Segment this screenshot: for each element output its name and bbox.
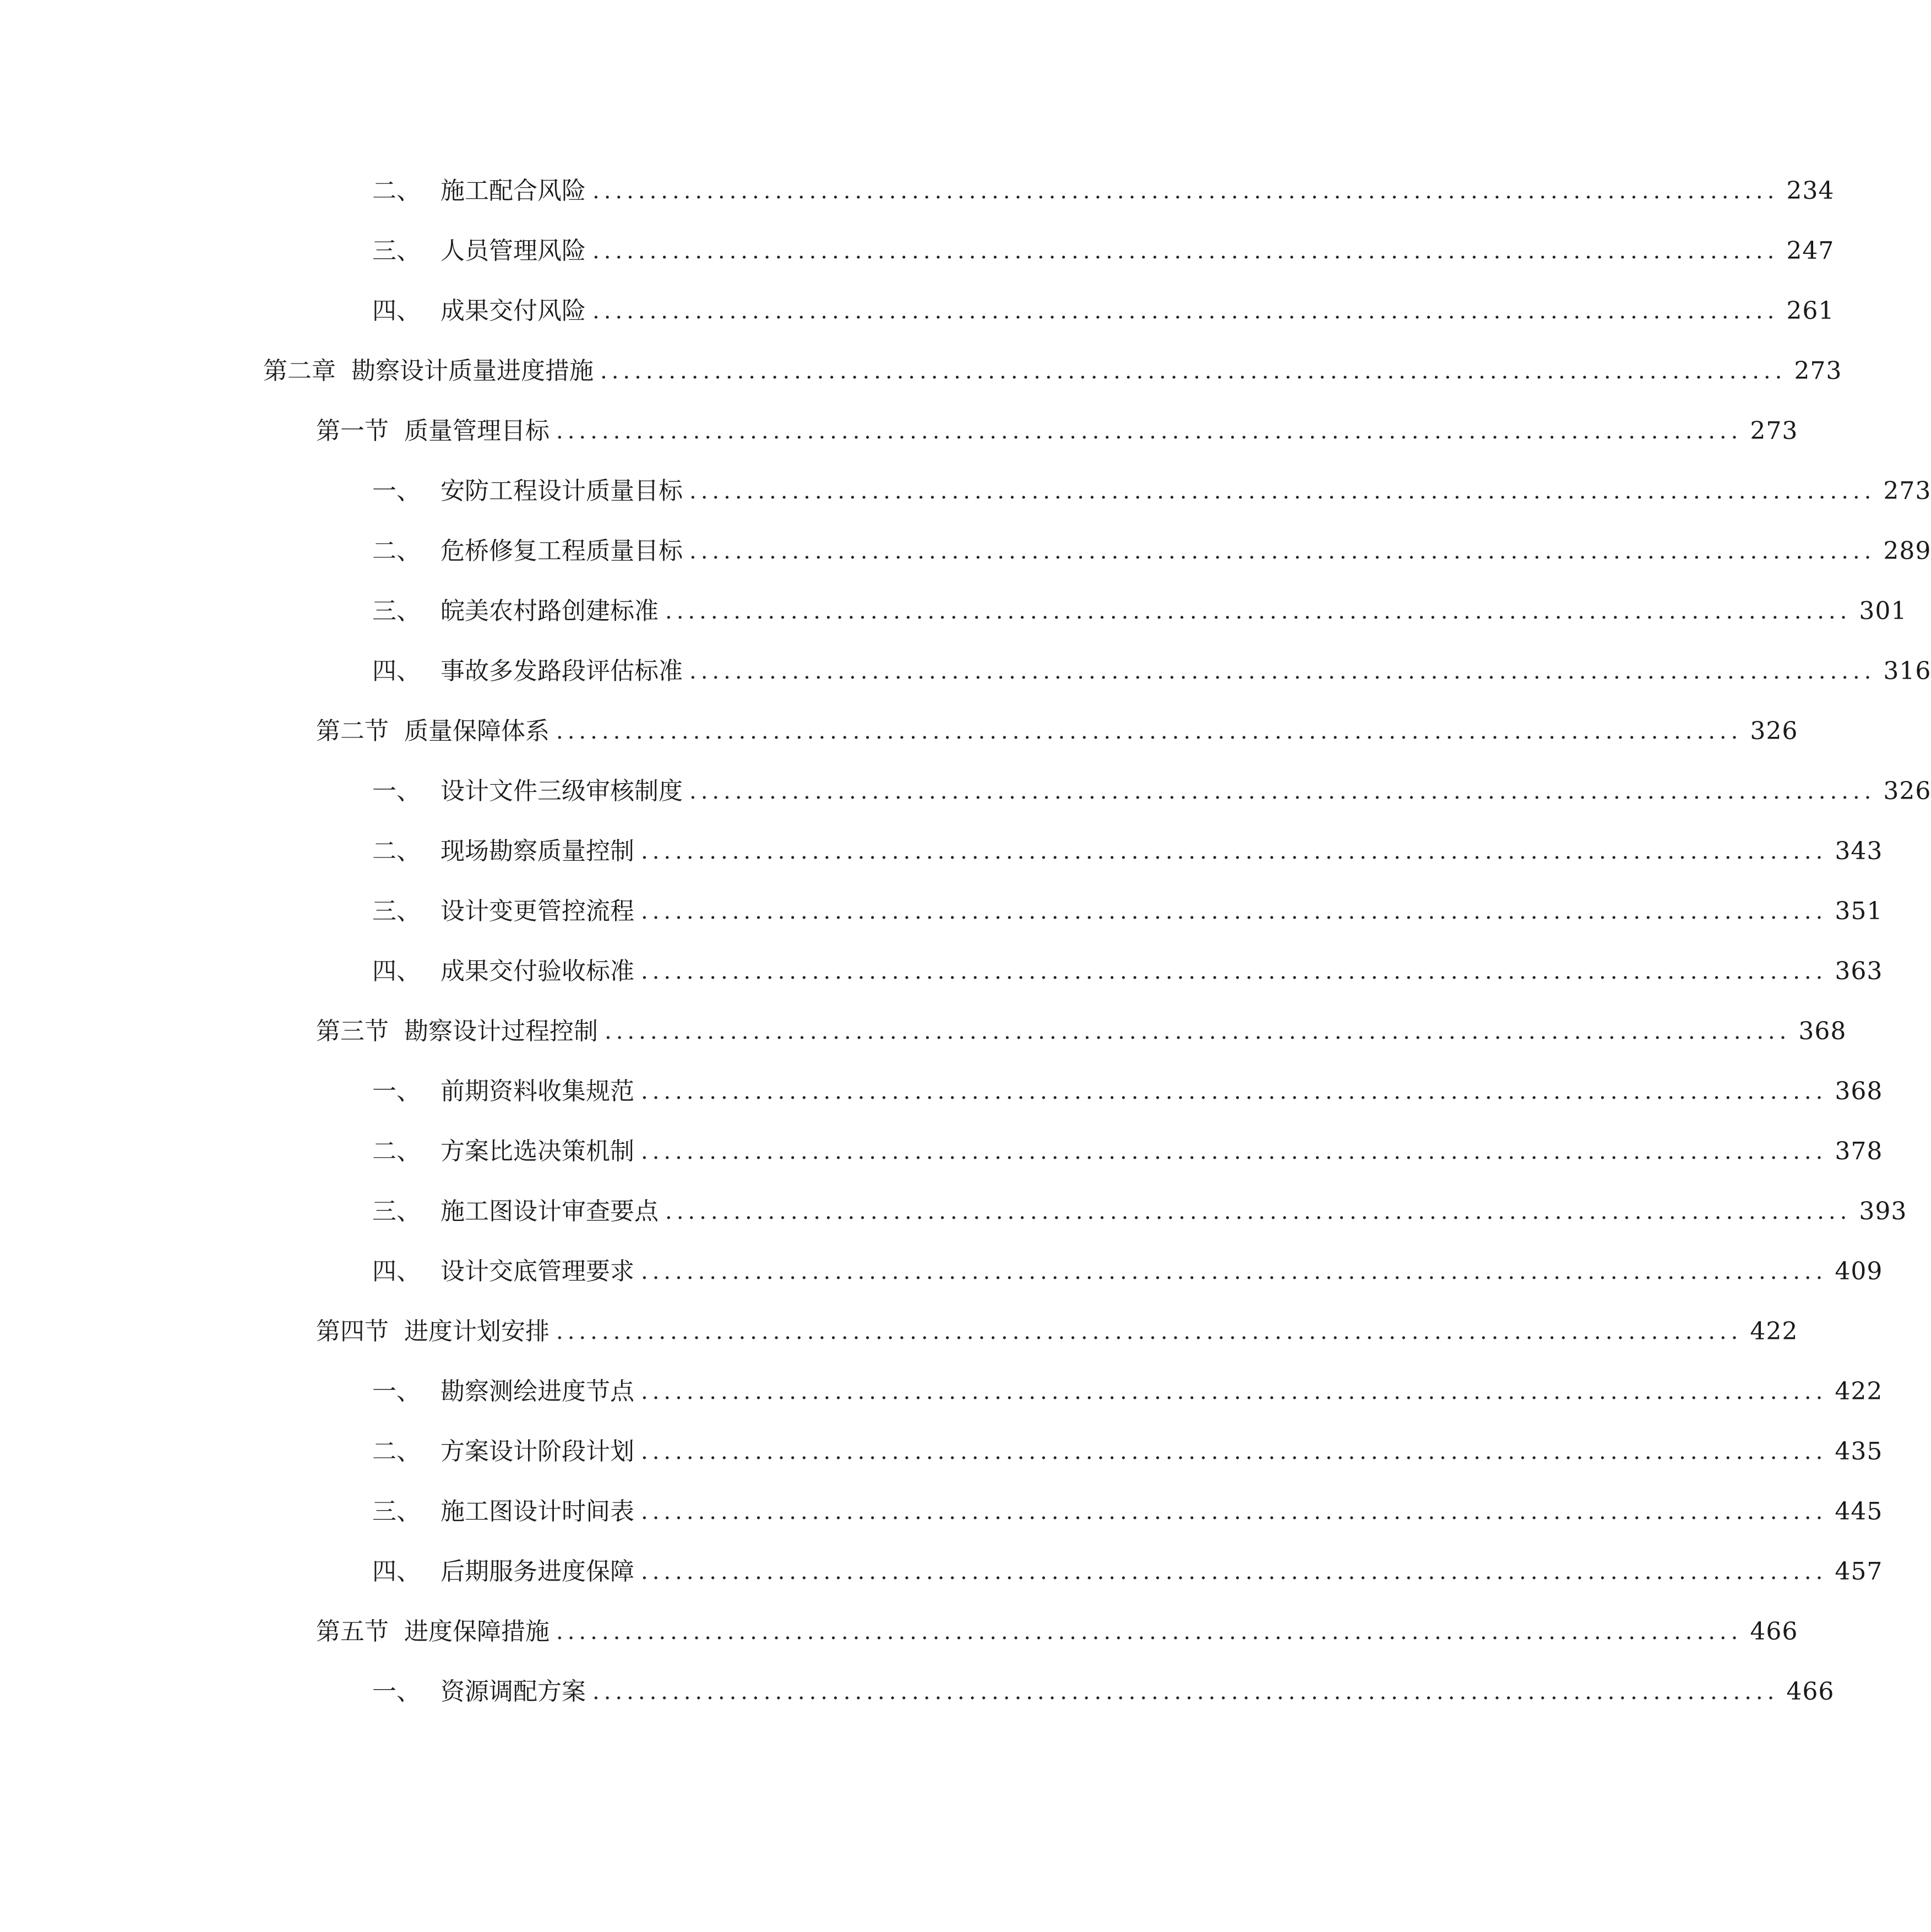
toc-dot-leader: ........................................................................................................ — [641, 1379, 1827, 1404]
toc-entry-page: 466 — [1786, 1678, 1835, 1706]
toc-dot-leader: ........................................................................................................ — [605, 1019, 1791, 1044]
toc-entry[interactable] — [372, 772, 1931, 811]
toc-chapter-entry[interactable] — [263, 352, 1842, 390]
toc-entry-title: 勘察设计过程控制 — [404, 1017, 598, 1045]
toc-entry-page: 234 — [1786, 177, 1835, 205]
toc-entry-number: 一、 — [372, 777, 421, 805]
toc-entry-title: 事故多发路段评估标准 — [440, 657, 683, 685]
toc-entry[interactable] — [372, 1553, 1883, 1591]
toc-entry-page: 378 — [1835, 1137, 1883, 1165]
toc-entry-number: 第二章 — [263, 357, 336, 385]
toc-entry[interactable] — [372, 1072, 1883, 1111]
toc-dot-leader: ........................................................................................................ — [665, 1199, 1852, 1224]
toc-entry-title: 设计交底管理要求 — [440, 1257, 634, 1285]
toc-entry[interactable] — [372, 532, 1931, 571]
toc-entry-page: 409 — [1835, 1257, 1883, 1285]
toc-dot-leader: ........................................................................................................ — [556, 1319, 1743, 1344]
toc-entry[interactable] — [372, 952, 1883, 991]
toc-entry-page: 457 — [1835, 1557, 1883, 1586]
toc-dot-leader: ........................................................................................................ — [641, 1079, 1827, 1104]
toc-dot-leader: ........................................................................................................ — [592, 178, 1779, 204]
toc-entry-title: 施工图设计时间表 — [440, 1497, 634, 1526]
toc-section-entry[interactable] — [316, 712, 1798, 751]
toc-entry-page: 247 — [1786, 237, 1835, 265]
toc-entry[interactable] — [372, 1252, 1883, 1291]
toc-entry-number: 一、 — [372, 1377, 421, 1405]
toc-entry-page: 435 — [1835, 1437, 1883, 1466]
toc-entry-number: 第四节 — [316, 1317, 389, 1345]
toc-dot-leader: ........................................................................................................ — [641, 1259, 1827, 1284]
toc-entry-title: 进度计划安排 — [404, 1317, 550, 1345]
toc-dot-leader: ........................................................................................................ — [592, 299, 1779, 324]
toc-dot-leader: ........................................................................................................ — [689, 479, 1876, 504]
toc-entry-page: 326 — [1883, 777, 1931, 805]
toc-dot-leader: ........................................................................................................ — [641, 1499, 1827, 1524]
toc-entry-title: 前期资料收集规范 — [440, 1077, 634, 1105]
toc-entry[interactable] — [372, 172, 1835, 210]
toc-entry-number: 三、 — [372, 237, 421, 265]
toc-entry-title: 质量保障体系 — [404, 717, 550, 745]
toc-entry-page: 289 — [1883, 537, 1931, 565]
toc-entry-page: 368 — [1798, 1017, 1847, 1045]
toc-entry-page: 393 — [1859, 1197, 1907, 1225]
toc-entry-number: 二、 — [372, 177, 421, 205]
toc-dot-leader: ........................................................................................................ — [592, 1679, 1779, 1705]
toc-section-entry[interactable] — [316, 412, 1798, 451]
toc-entry-page: 273 — [1750, 417, 1798, 445]
toc-entry-title: 勘察测绘进度节点 — [440, 1377, 634, 1405]
toc-entry-title: 皖美农村路创建标准 — [440, 597, 659, 625]
toc-section-entry[interactable] — [316, 1012, 1847, 1051]
toc-entry-number: 二、 — [372, 1437, 421, 1466]
toc-section-entry[interactable] — [316, 1613, 1798, 1651]
toc-entry-title: 成果交付验收标准 — [440, 957, 634, 985]
toc-entry-number: 三、 — [372, 1497, 421, 1526]
toc-entry-number: 四、 — [372, 297, 421, 325]
toc-entry-number: 三、 — [372, 897, 421, 925]
toc-entry-number: 二、 — [372, 537, 421, 565]
toc-entry-title: 方案比选决策机制 — [440, 1137, 634, 1165]
toc-entry[interactable] — [372, 592, 1907, 631]
toc-entry-title: 施工图设计审查要点 — [440, 1197, 659, 1225]
toc-entry-number: 四、 — [372, 957, 421, 985]
toc-entry-page: 343 — [1835, 837, 1883, 865]
toc-entry-number: 一、 — [372, 477, 421, 505]
toc-entry-number: 四、 — [372, 1557, 421, 1586]
toc-dot-leader: ........................................................................................................ — [665, 599, 1852, 624]
toc-entry-number: 三、 — [372, 1197, 421, 1225]
toc-entry-page: 351 — [1835, 897, 1883, 925]
toc-entry-page: 316 — [1883, 657, 1931, 685]
toc-dot-leader: ........................................................................................................ — [689, 539, 1876, 564]
toc-entry-page: 261 — [1786, 297, 1835, 325]
toc-entry-page: 466 — [1750, 1618, 1798, 1646]
toc-dot-leader: ........................................................................................................ — [556, 719, 1743, 744]
toc-entry-title: 危桥修复工程质量目标 — [440, 537, 683, 565]
toc-section-entry[interactable] — [316, 1312, 1798, 1351]
toc-dot-leader: ........................................................................................................ — [641, 899, 1827, 924]
toc-dot-leader: ........................................................................................................ — [641, 1439, 1827, 1464]
toc-entry-number: 二、 — [372, 1137, 421, 1165]
toc-entry-page: 301 — [1859, 597, 1907, 625]
toc-entry-page: 445 — [1835, 1497, 1883, 1526]
toc-entry-number: 一、 — [372, 1678, 421, 1706]
toc-dot-leader: ........................................................................................................ — [556, 419, 1743, 444]
toc-entry-number: 第三节 — [316, 1017, 389, 1045]
toc-entry-page: 368 — [1835, 1077, 1883, 1105]
toc-entry-title: 后期服务进度保障 — [440, 1557, 634, 1586]
toc-dot-leader: ........................................................................................................ — [641, 1559, 1827, 1584]
toc-entry[interactable] — [372, 1673, 1835, 1711]
toc-entry-number: 四、 — [372, 1257, 421, 1285]
toc-entry-title: 进度保障措施 — [404, 1618, 550, 1646]
toc-dot-leader: ........................................................................................................ — [600, 359, 1787, 384]
toc-entry-title: 设计变更管控流程 — [440, 897, 634, 925]
toc-entry[interactable] — [372, 832, 1883, 871]
toc-dot-leader: ........................................................................................................ — [641, 959, 1827, 984]
toc-entry-title: 方案设计阶段计划 — [440, 1437, 634, 1466]
toc-entry-title: 质量管理目标 — [404, 417, 550, 445]
toc-entry-number: 四、 — [372, 657, 421, 685]
toc-entry[interactable] — [372, 892, 1883, 931]
toc-entry-title: 资源调配方案 — [440, 1678, 586, 1706]
toc-dot-leader: ........................................................................................................ — [641, 1139, 1827, 1164]
toc-entry-number: 一、 — [372, 1077, 421, 1105]
toc-entry-page: 363 — [1835, 957, 1883, 985]
toc-entry-number: 二、 — [372, 837, 421, 865]
toc-entry[interactable] — [372, 472, 1931, 511]
toc-dot-leader: ........................................................................................................ — [592, 238, 1779, 264]
toc-dot-leader: ........................................................................................................ — [689, 779, 1876, 804]
toc-entry-page: 326 — [1750, 717, 1798, 745]
toc-entry-title: 现场勘察质量控制 — [440, 837, 634, 865]
toc-dot-leader: ........................................................................................................ — [556, 1619, 1743, 1645]
toc-entry[interactable] — [372, 1432, 1883, 1471]
toc-entry-page: 422 — [1835, 1377, 1883, 1405]
toc-entry-number: 三、 — [372, 597, 421, 625]
toc-entry-number: 第一节 — [316, 417, 389, 445]
toc-entry[interactable] — [372, 1372, 1883, 1411]
toc-dot-leader: ........................................................................................................ — [641, 839, 1827, 864]
toc-entry-title: 安防工程设计质量目标 — [440, 477, 683, 505]
toc-dot-leader: ........................................................................................................ — [689, 659, 1876, 684]
toc-entry[interactable] — [372, 1132, 1883, 1171]
toc-entry-title: 人员管理风险 — [440, 237, 586, 265]
toc-entry[interactable] — [372, 1192, 1907, 1231]
toc-entry[interactable] — [372, 292, 1835, 330]
toc-entry-page: 273 — [1883, 477, 1931, 505]
toc-entry-title: 勘察设计质量进度措施 — [351, 357, 594, 385]
toc-entry-title: 成果交付风险 — [440, 297, 586, 325]
toc-entry[interactable] — [372, 1493, 1883, 1531]
toc-entry[interactable] — [372, 652, 1931, 691]
toc-entry-page: 273 — [1794, 357, 1842, 385]
toc-entry-title: 设计文件三级审核制度 — [440, 777, 683, 805]
toc-entry-page: 422 — [1750, 1317, 1798, 1345]
toc-entry[interactable] — [372, 232, 1835, 270]
toc-entry-number: 第二节 — [316, 717, 389, 745]
toc-entry-title: 施工配合风险 — [440, 177, 586, 205]
toc-entry-number: 第五节 — [316, 1618, 389, 1646]
